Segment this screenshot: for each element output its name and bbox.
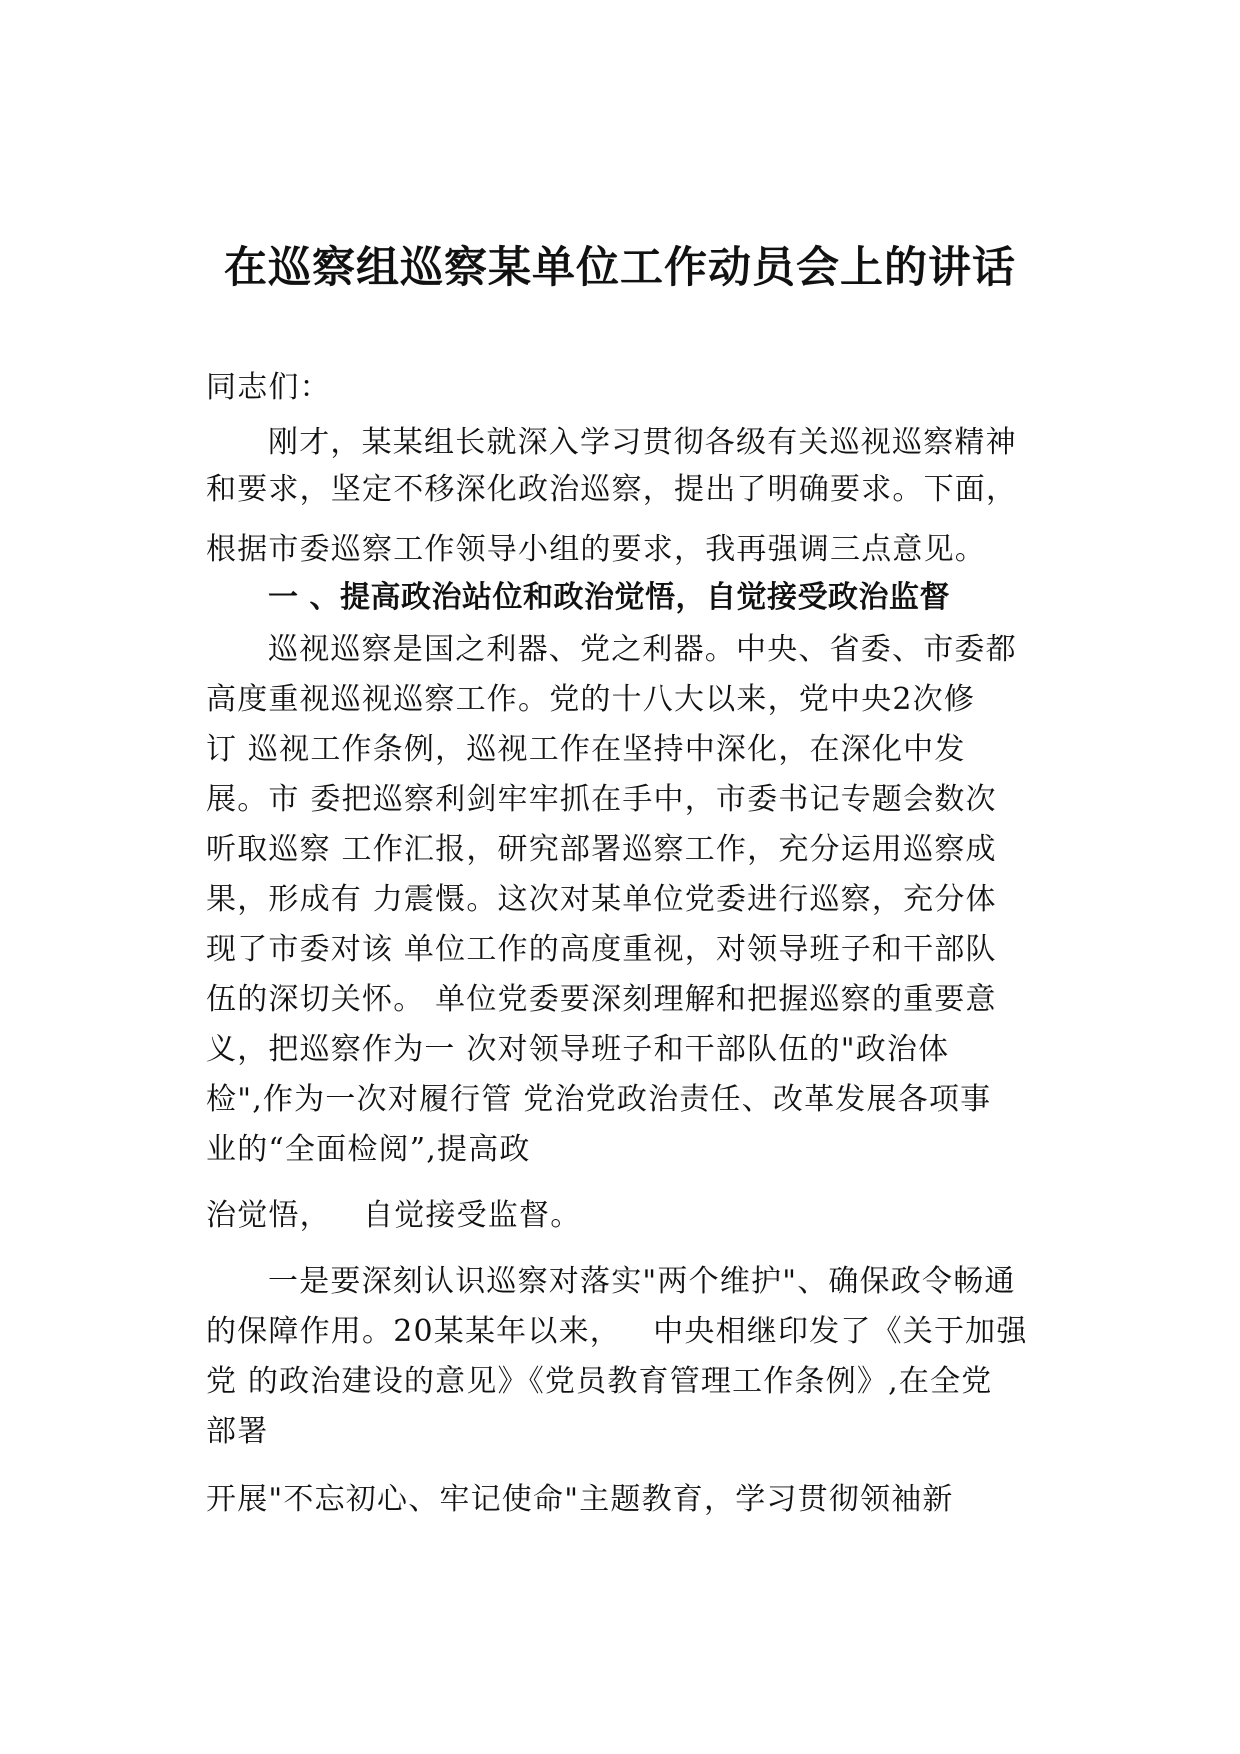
paragraph-line: 治觉悟， 自觉接受监督。 [206, 1198, 582, 1233]
paragraph-line: 业的“全面检阅”,提高政 [206, 1132, 531, 1167]
paragraph-line: 义，把巡察作为一 次对领导班子和干部队伍的"政治体 [206, 1032, 950, 1067]
paragraph-line: 高度重视巡视巡察工作。党的十八大以来，党中央2次修 [206, 682, 976, 717]
paragraph-line: 听取巡察 工作汇报，研究部署巡察工作，充分运用巡察成 [206, 832, 997, 867]
paragraph-line: 党 的政治建设的意见》《党员教育管理工作条例》,在全党 [206, 1364, 993, 1399]
paragraph-line: 伍的深切关怀。 单位党委要深刻理解和把握巡察的重要意 [206, 982, 997, 1017]
paragraph-line: 展。市 委把巡察利剑牢牢抓在手中，市委书记专题会数次 [206, 782, 997, 817]
paragraph-line: 根据市委巡察工作领导小组的要求，我再强调三点意见。 [206, 532, 986, 567]
salutation: 同志们： [206, 370, 331, 405]
paragraph-line: 部署 [206, 1414, 269, 1449]
paragraph-line: 一是要深刻认识巡察对落实"两个维护"、确保政令畅通 [268, 1264, 1016, 1299]
paragraph-line: 的保障作用。20某某年以来， 中央相继印发了《关于加强 [206, 1314, 1028, 1349]
paragraph-line: 巡视巡察是国之利器、党之利器。中央、省委、市委都 [268, 632, 1017, 667]
document-title: 在巡察组巡察某单位工作动员会上的讲话 [224, 243, 1016, 293]
paragraph-line: 果，形成有 力震慑。这次对某单位党委进行巡察，充分体 [206, 882, 997, 917]
paragraph-line: 检",作为一次对履行管 党治党政治责任、改革发展各项事 [206, 1082, 992, 1117]
paragraph-line: 和要求，坚定不移深化政治巡察，提出了明确要求。下面， [206, 472, 1018, 507]
paragraph-line: 现了市委对该 单位工作的高度重视，对领导班子和干部队 [206, 932, 997, 967]
section-heading: 一 、提高政治站位和政治觉悟，自觉接受政治监督 [268, 580, 950, 615]
paragraph-line: 订 巡视工作条例，巡视工作在坚持中深化，在深化中发 [206, 732, 966, 767]
paragraph-line: 刚才，某某组长就深入学习贯彻各级有关巡视巡察精神 [268, 425, 1017, 460]
paragraph-line: 开展"不忘初心、牢记使命"主题教育，学习贯彻领袖新 [206, 1482, 954, 1517]
